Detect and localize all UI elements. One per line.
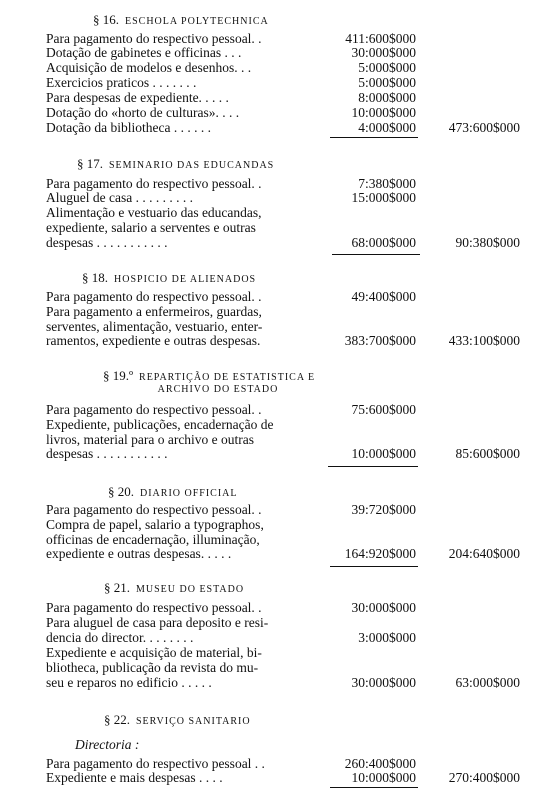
line-item: Para pagamento do respectivo pessoal. . bbox=[46, 289, 262, 304]
line-item: expediente, salario a serventes e outras bbox=[46, 220, 256, 235]
line-item: seu e reparos no edificio . . . . . bbox=[46, 675, 212, 690]
line-item: Expediente e mais despesas . . . . bbox=[46, 770, 223, 785]
section-number: § 21. bbox=[104, 580, 130, 595]
line-item: ramentos, expediente e outras despesas. bbox=[46, 333, 261, 348]
line-item: bliotheca, publicação da revista do mu- bbox=[46, 660, 259, 675]
subtotal-amount: 49:400$000 bbox=[351, 289, 416, 304]
subtotal-amount: 411:600$000 bbox=[345, 31, 416, 46]
line-item: dencia do director. . . . . . . . bbox=[46, 630, 194, 645]
subtotal-rule bbox=[330, 787, 418, 788]
subtotal-amount: 10:000$000 bbox=[351, 446, 416, 461]
line-item: Para aluguel de casa para deposito e resi- bbox=[46, 615, 269, 630]
subtotal-amount: 260:400$000 bbox=[344, 756, 416, 771]
subtotal-rule bbox=[328, 466, 418, 467]
subtotal-amount: 10:000$000 bbox=[351, 105, 416, 120]
section-title: REPARTIÇÃO DE ESTATISTICA E bbox=[139, 372, 316, 383]
subtotal-amount: 39:720$000 bbox=[351, 502, 416, 517]
section-title: DIARIO OFFICIAL bbox=[140, 488, 238, 499]
line-item: Dotação de gabinetes e officinas . . . bbox=[46, 45, 242, 60]
subtotal-amount: 30:000$000 bbox=[351, 675, 416, 690]
subsection-label: Directoria : bbox=[75, 737, 140, 752]
subtotal-amount: 164:920$000 bbox=[344, 546, 416, 561]
subtotal-amount: 5:000$000 bbox=[358, 75, 416, 90]
line-item: Para pagamento do respectivo pessoal. . bbox=[46, 31, 262, 46]
line-item: Para pagamento a enfermeiros, guardas, bbox=[46, 304, 262, 319]
section-total: 204:640$000 bbox=[448, 546, 520, 561]
subtotal-amount: 15:000$000 bbox=[351, 190, 416, 205]
subtotal-amount: 30:000$000 bbox=[351, 600, 416, 615]
line-item: Para despesas de expediente. . . . . bbox=[46, 90, 229, 105]
line-item: Para pagamento do respectivo pessoal. . bbox=[46, 600, 262, 615]
section-title: SEMINARIO DAS EDUCANDAS bbox=[109, 160, 275, 171]
section-22-heading bbox=[104, 712, 251, 728]
subtotal-amount: 68:000$000 bbox=[351, 235, 416, 250]
section-title: MUSEU DO ESTADO bbox=[136, 584, 245, 595]
section-16-heading bbox=[93, 12, 269, 28]
subtotal-amount: 4:000$000 bbox=[358, 120, 416, 135]
line-item: Expediente e acquisição de material, bi- bbox=[46, 645, 262, 660]
subtotal-amount: 7:380$000 bbox=[358, 176, 416, 191]
section-number: § 22. bbox=[104, 712, 130, 727]
subtotal-amount: 30:000$000 bbox=[351, 45, 416, 60]
line-item: officinas de encadernação, illuminação, bbox=[46, 532, 260, 547]
section-number: § 18. bbox=[82, 270, 108, 285]
subtotal-amount: 3:000$000 bbox=[358, 630, 416, 645]
section-total: 63:000$000 bbox=[455, 675, 520, 690]
line-item: Acquisição de modelos e desenhos. . . bbox=[46, 60, 252, 75]
section-total: 90:380$000 bbox=[455, 235, 520, 250]
subtotal-amount: 75:600$000 bbox=[351, 402, 416, 417]
section-title: ESCHOLA POLYTECHNICA bbox=[125, 16, 269, 27]
subtotal-rule bbox=[330, 566, 418, 567]
section-20-heading bbox=[108, 484, 238, 500]
section-number: § 20. bbox=[108, 484, 134, 499]
subtotal-amount: 8:000$000 bbox=[358, 90, 416, 105]
section-17-heading bbox=[77, 156, 274, 172]
line-item: expediente e outras despesas. . . . . bbox=[46, 546, 232, 561]
line-item: Para pagamento do respectivo pessoal. . bbox=[46, 176, 262, 191]
section-19-heading bbox=[103, 368, 333, 395]
subtotal-amount: 10:000$000 bbox=[351, 770, 416, 785]
subtotal-amount: 383:700$000 bbox=[344, 333, 416, 348]
section-total: 433:100$000 bbox=[448, 333, 520, 348]
section-title: SERVIÇO SANITARIO bbox=[136, 716, 251, 727]
section-21-heading bbox=[104, 580, 244, 596]
subtotal-amount: 5:000$000 bbox=[358, 60, 416, 75]
line-item: Dotação do «horto de culturas». . . . bbox=[46, 105, 240, 120]
section-total: 473:600$000 bbox=[448, 120, 520, 135]
line-item: Para pagamento do respectivo pessoal . . bbox=[46, 756, 265, 771]
section-number: § 16. bbox=[93, 12, 119, 27]
subtotal-rule bbox=[332, 254, 420, 255]
line-item: Alimentação e vestuario das educandas, bbox=[46, 205, 262, 220]
section-18-heading bbox=[82, 270, 256, 286]
line-item: Para pagamento do respectivo pessoal. . bbox=[46, 402, 262, 417]
line-item: Compra de papel, salario a typographos, bbox=[46, 517, 264, 532]
section-total: 85:600$000 bbox=[455, 446, 520, 461]
line-item: Exercicios praticos . . . . . . . bbox=[46, 75, 197, 90]
line-item: despesas . . . . . . . . . . . bbox=[46, 446, 168, 461]
subtotal-rule bbox=[330, 137, 418, 138]
line-item: livros, material para o archivo e outras bbox=[46, 432, 255, 447]
line-item: Expediente, publicações, encadernação de bbox=[46, 417, 274, 432]
section-number: § 19.º bbox=[103, 368, 134, 383]
line-item: serventes, alimentação, vestuario, enter- bbox=[46, 319, 263, 334]
line-item: Para pagamento do respectivo pessoal. . bbox=[46, 502, 262, 517]
section-title-continued: ARCHIVO DO ESTADO bbox=[157, 384, 279, 395]
section-number: § 17. bbox=[77, 156, 103, 171]
line-item: Dotação da bibliotheca . . . . . . bbox=[46, 120, 211, 135]
line-item: despesas . . . . . . . . . . . bbox=[46, 235, 168, 250]
section-total: 270:400$000 bbox=[448, 770, 520, 785]
section-title: HOSPICIO DE ALIENADOS bbox=[114, 274, 257, 285]
line-item: Aluguel de casa . . . . . . . . . bbox=[46, 190, 193, 205]
